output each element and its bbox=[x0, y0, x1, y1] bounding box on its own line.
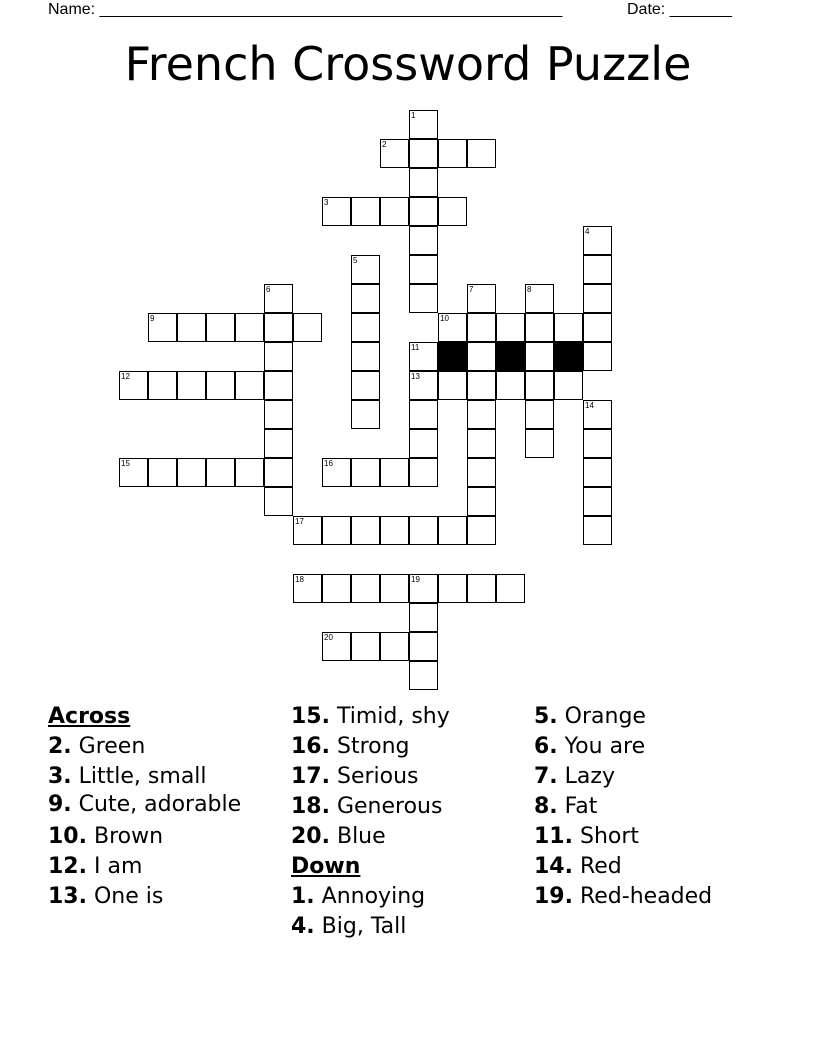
crossword-cell[interactable] bbox=[380, 574, 409, 603]
crossword-cell[interactable] bbox=[409, 284, 438, 313]
clue-text: You are bbox=[557, 734, 646, 759]
clue-text: Red-headed bbox=[572, 884, 713, 909]
crossword-cell[interactable] bbox=[351, 458, 380, 487]
crossword-cell[interactable] bbox=[438, 197, 467, 226]
clue-number: 14. bbox=[534, 854, 573, 879]
crossword-cell[interactable] bbox=[177, 371, 206, 400]
clue-number: 7. bbox=[534, 764, 558, 789]
clue-item bbox=[48, 792, 278, 818]
clue-number: 3. bbox=[48, 764, 72, 789]
clue-text: Fat bbox=[557, 794, 598, 819]
crossword-cell[interactable] bbox=[264, 487, 293, 516]
crossword-cell[interactable] bbox=[525, 342, 554, 371]
clue-item bbox=[534, 762, 784, 792]
crossword-cell[interactable] bbox=[409, 110, 438, 139]
clue-item bbox=[534, 822, 784, 852]
clue-number: 15. bbox=[291, 704, 330, 729]
crossword-cell[interactable] bbox=[496, 574, 525, 603]
clue-item bbox=[291, 702, 521, 732]
crossword-cell[interactable] bbox=[351, 400, 380, 429]
clue-number: 4. bbox=[291, 914, 315, 939]
crossword-cell[interactable] bbox=[409, 603, 438, 632]
clue-number: 13. bbox=[48, 884, 87, 909]
clue-text: Green bbox=[71, 734, 146, 759]
crossword-cell[interactable] bbox=[119, 458, 148, 487]
crossword-cell[interactable] bbox=[351, 632, 380, 661]
crossword-cell[interactable] bbox=[264, 400, 293, 429]
clue-number: 17. bbox=[291, 764, 330, 789]
crossword-cell[interactable] bbox=[409, 458, 438, 487]
crossword-cell[interactable] bbox=[148, 458, 177, 487]
cell-number: 3 bbox=[324, 198, 329, 207]
crossword-cell[interactable] bbox=[293, 574, 322, 603]
crossword-cell[interactable] bbox=[554, 313, 583, 342]
crossword-cell[interactable] bbox=[525, 313, 554, 342]
clues-column-2 bbox=[291, 702, 521, 942]
clue-item bbox=[291, 882, 521, 912]
crossword-block bbox=[438, 342, 467, 371]
cell-number: 2 bbox=[382, 140, 387, 149]
cell-number: 20 bbox=[324, 633, 333, 642]
clue-item bbox=[534, 852, 784, 882]
crossword-cell[interactable] bbox=[583, 458, 612, 487]
clue-item bbox=[534, 882, 784, 912]
crossword-cell[interactable] bbox=[467, 284, 496, 313]
clue-text: Little, small bbox=[71, 764, 207, 789]
clue-number: 6. bbox=[534, 734, 558, 759]
crossword-cell[interactable] bbox=[583, 516, 612, 545]
clue-text: Timid, shy bbox=[329, 704, 450, 729]
clue-text: Orange bbox=[557, 704, 646, 729]
crossword-cell[interactable] bbox=[148, 313, 177, 342]
cell-number: 6 bbox=[266, 285, 271, 294]
page-title: French Crossword Puzzle bbox=[124, 37, 692, 91]
crossword-cell[interactable] bbox=[583, 313, 612, 342]
crossword-cell[interactable] bbox=[583, 284, 612, 313]
crossword-cell[interactable] bbox=[438, 574, 467, 603]
crossword-cell[interactable] bbox=[148, 371, 177, 400]
clue-item bbox=[291, 792, 521, 822]
crossword-cell[interactable] bbox=[554, 371, 583, 400]
crossword-cell[interactable] bbox=[467, 574, 496, 603]
crossword-cell[interactable] bbox=[467, 429, 496, 458]
cell-number: 8 bbox=[527, 285, 532, 294]
clue-item bbox=[534, 732, 784, 762]
cell-number: 5 bbox=[353, 256, 358, 265]
crossword-cell[interactable] bbox=[583, 255, 612, 284]
cell-number: 19 bbox=[411, 575, 420, 584]
crossword-cell[interactable] bbox=[235, 371, 264, 400]
crossword-cell[interactable] bbox=[409, 400, 438, 429]
crossword-cell[interactable] bbox=[380, 139, 409, 168]
crossword-cell[interactable] bbox=[467, 516, 496, 545]
clue-number: 20. bbox=[291, 824, 330, 849]
crossword-cell[interactable] bbox=[409, 661, 438, 690]
crossword-cell[interactable] bbox=[264, 284, 293, 313]
clue-number: 12. bbox=[48, 854, 87, 879]
crossword-cell[interactable] bbox=[264, 429, 293, 458]
clue-item bbox=[534, 792, 784, 822]
clue-number: 1. bbox=[291, 884, 315, 909]
crossword-cell[interactable] bbox=[525, 284, 554, 313]
clue-text: Cute, adorable bbox=[71, 792, 242, 817]
crossword-cell[interactable] bbox=[322, 516, 351, 545]
clues-column-3 bbox=[534, 702, 784, 912]
crossword-cell[interactable] bbox=[351, 371, 380, 400]
clue-text: Strong bbox=[329, 734, 410, 759]
crossword-cell[interactable] bbox=[177, 458, 206, 487]
clue-item bbox=[48, 732, 278, 762]
crossword-cell[interactable] bbox=[467, 487, 496, 516]
crossword-cell[interactable] bbox=[293, 516, 322, 545]
crossword-cell[interactable] bbox=[119, 371, 148, 400]
crossword-cell[interactable] bbox=[583, 487, 612, 516]
crossword-cell[interactable] bbox=[322, 197, 351, 226]
clue-text: Blue bbox=[329, 824, 386, 849]
crossword-cell[interactable] bbox=[409, 342, 438, 371]
cell-number: 13 bbox=[411, 372, 420, 381]
clue-text: Generous bbox=[329, 794, 443, 819]
crossword-cell[interactable] bbox=[235, 458, 264, 487]
crossword-cell[interactable] bbox=[467, 458, 496, 487]
clue-number: 5. bbox=[534, 704, 558, 729]
clue-number: 8. bbox=[534, 794, 558, 819]
crossword-cell[interactable] bbox=[409, 371, 438, 400]
crossword-cell[interactable] bbox=[409, 168, 438, 197]
clue-text: Lazy bbox=[557, 764, 615, 789]
crossword-cell[interactable] bbox=[322, 574, 351, 603]
clue-item bbox=[291, 912, 521, 942]
crossword-cell[interactable] bbox=[177, 313, 206, 342]
clue-item bbox=[534, 702, 784, 732]
crossword-cell[interactable] bbox=[438, 371, 467, 400]
crossword-cell[interactable] bbox=[235, 313, 264, 342]
clue-text: Brown bbox=[86, 824, 164, 849]
clue-text: One is bbox=[86, 884, 164, 909]
crossword-cell[interactable] bbox=[525, 429, 554, 458]
crossword-cell[interactable] bbox=[380, 197, 409, 226]
cell-number: 15 bbox=[121, 459, 130, 468]
clue-section-heading: Down bbox=[291, 854, 361, 879]
crossword-cell[interactable] bbox=[380, 516, 409, 545]
cell-number: 1 bbox=[411, 111, 416, 120]
cell-number: 10 bbox=[440, 314, 449, 323]
crossword-cell[interactable] bbox=[206, 458, 235, 487]
crossword-cell[interactable] bbox=[380, 632, 409, 661]
clue-text: Serious bbox=[329, 764, 419, 789]
clues-column-1 bbox=[48, 702, 278, 912]
crossword-cell[interactable] bbox=[409, 429, 438, 458]
crossword-cell[interactable] bbox=[438, 313, 467, 342]
clue-item bbox=[48, 852, 278, 882]
clue-number: 2. bbox=[48, 734, 72, 759]
crossword-cell[interactable] bbox=[351, 342, 380, 371]
crossword-cell[interactable] bbox=[409, 197, 438, 226]
crossword-cell[interactable] bbox=[583, 429, 612, 458]
cell-number: 18 bbox=[295, 575, 304, 584]
clue-item bbox=[291, 732, 521, 762]
clue-item bbox=[48, 822, 278, 852]
cell-number: 17 bbox=[295, 517, 304, 526]
clue-number: 16. bbox=[291, 734, 330, 759]
crossword-cell[interactable] bbox=[206, 313, 235, 342]
crossword-cell[interactable] bbox=[351, 255, 380, 284]
clue-item bbox=[291, 762, 521, 792]
crossword-cell[interactable] bbox=[438, 139, 467, 168]
clue-item bbox=[291, 822, 521, 852]
crossword-cell[interactable] bbox=[583, 226, 612, 255]
crossword-cell[interactable] bbox=[438, 516, 467, 545]
crossword-cell[interactable] bbox=[409, 574, 438, 603]
name-field-label: Name: ____________________________________________________ bbox=[48, 1, 563, 18]
cell-number: 7 bbox=[469, 285, 474, 294]
clue-text: Annoying bbox=[314, 884, 426, 909]
crossword-cell[interactable] bbox=[409, 632, 438, 661]
crossword-cell[interactable] bbox=[496, 371, 525, 400]
crossword-cell[interactable] bbox=[380, 458, 409, 487]
clue-number: 9. bbox=[48, 792, 72, 817]
cell-number: 12 bbox=[121, 372, 130, 381]
clue-number: 19. bbox=[534, 884, 573, 909]
crossword-block bbox=[496, 342, 525, 371]
crossword-cell[interactable] bbox=[409, 139, 438, 168]
crossword-cell[interactable] bbox=[409, 255, 438, 284]
crossword-cell[interactable] bbox=[467, 400, 496, 429]
crossword-cell[interactable] bbox=[351, 574, 380, 603]
date-field-label: Date: _______ bbox=[627, 1, 732, 18]
crossword-cell[interactable] bbox=[264, 313, 293, 342]
clue-item bbox=[48, 882, 278, 912]
crossword-cell[interactable] bbox=[409, 226, 438, 255]
clue-number: 10. bbox=[48, 824, 87, 849]
crossword-cell[interactable] bbox=[525, 400, 554, 429]
crossword-cell[interactable] bbox=[496, 313, 525, 342]
crossword-cell[interactable] bbox=[467, 313, 496, 342]
clue-text: Big, Tall bbox=[314, 914, 407, 939]
crossword-cell[interactable] bbox=[322, 458, 351, 487]
crossword-cell[interactable] bbox=[351, 197, 380, 226]
crossword-cell[interactable] bbox=[351, 284, 380, 313]
crossword-cell[interactable] bbox=[467, 371, 496, 400]
clue-text: I am bbox=[86, 854, 143, 879]
crossword-cell[interactable] bbox=[409, 516, 438, 545]
cell-number: 14 bbox=[585, 401, 594, 410]
clue-number: 18. bbox=[291, 794, 330, 819]
crossword-cell[interactable] bbox=[206, 371, 235, 400]
crossword-cell[interactable] bbox=[264, 371, 293, 400]
crossword-cell[interactable] bbox=[264, 458, 293, 487]
crossword-cell[interactable] bbox=[525, 371, 554, 400]
crossword-cell[interactable] bbox=[264, 342, 293, 371]
cell-number: 9 bbox=[150, 314, 155, 323]
crossword-block bbox=[554, 342, 583, 371]
crossword-cell[interactable] bbox=[293, 313, 322, 342]
clue-section-heading: Across bbox=[48, 704, 131, 729]
cell-number: 4 bbox=[585, 227, 590, 236]
cell-number: 16 bbox=[324, 459, 333, 468]
crossword-cell[interactable] bbox=[467, 342, 496, 371]
crossword-cell[interactable] bbox=[583, 400, 612, 429]
clue-text: Red bbox=[572, 854, 622, 879]
clue-number: 11. bbox=[534, 824, 573, 849]
crossword-cell[interactable] bbox=[583, 342, 612, 371]
clue-text: Short bbox=[572, 824, 640, 849]
clue-item bbox=[48, 762, 278, 792]
cell-number: 11 bbox=[411, 343, 420, 352]
crossword-cell[interactable] bbox=[322, 632, 351, 661]
crossword-cell[interactable] bbox=[351, 313, 380, 342]
crossword-cell[interactable] bbox=[467, 139, 496, 168]
crossword-cell[interactable] bbox=[351, 516, 380, 545]
